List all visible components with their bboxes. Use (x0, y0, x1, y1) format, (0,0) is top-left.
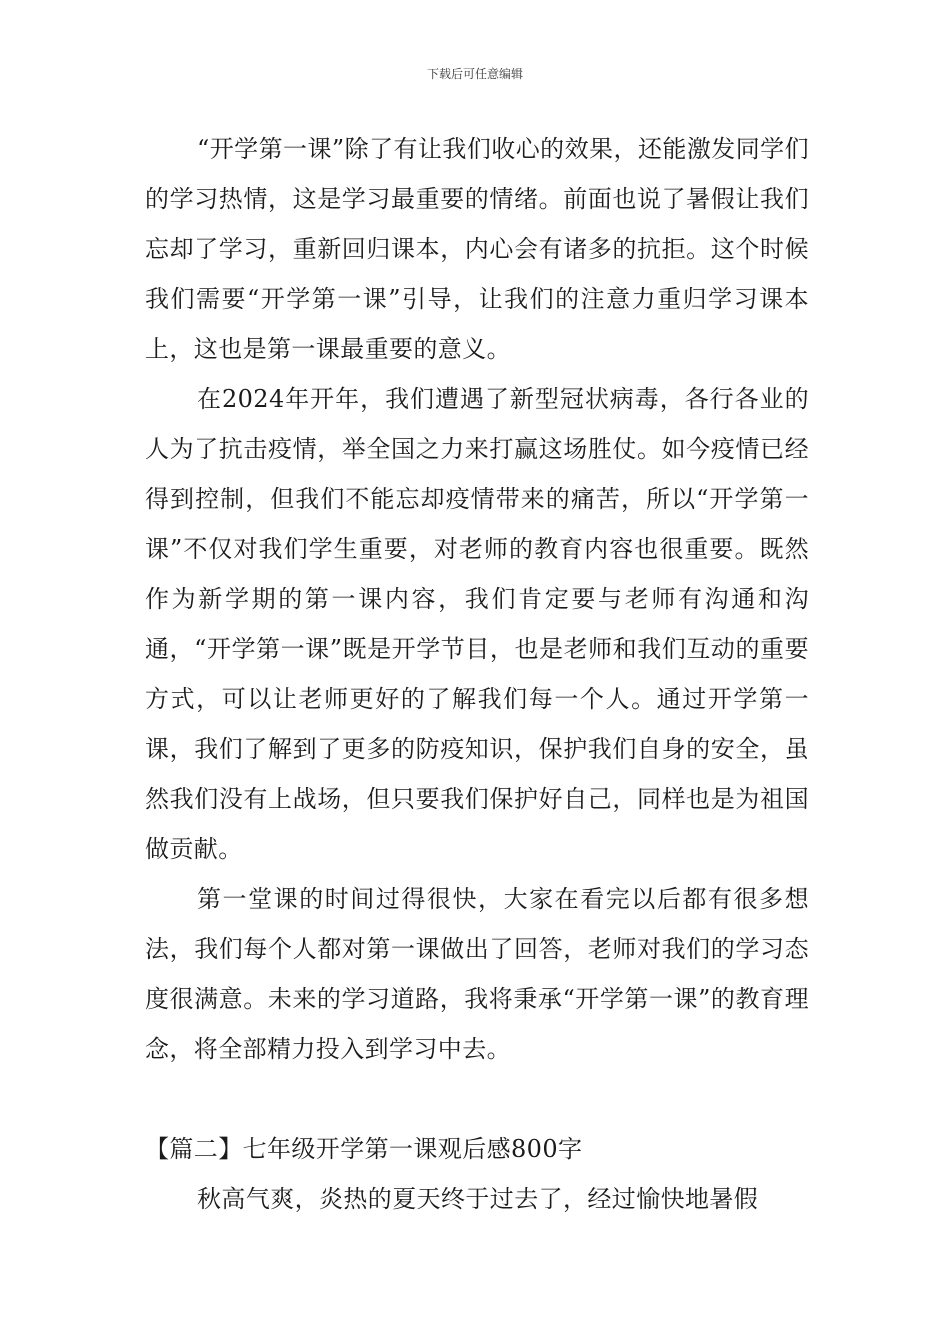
document-body (145, 124, 809, 1224)
paragraph-1: “开学第一课”除了有让我们收心的效果，还能激发同学们的学习热情，这是学习最重要的情绪。前面也说了暑假让我们忘却了学习，重新回归课本，内心会有诸多的抗拒。这个时候我们需要“开学第一课”引导，让我们的注意力重归学习课本上，这也是第一课最重要的意义。 (145, 135, 809, 363)
paragraph-3: 第一堂课的时间过得很快，大家在看完以后都有很多想法，我们每个人都对第一课做出了回答，老师对我们的学习态度很满意。未来的学习道路，我将秉承“开学第一课”的教育理念，将全部精力投入到学习中去。 (145, 885, 809, 1063)
paragraph-2: 在2024年开年，我们遭遇了新型冠状病毒，各行各业的人为了抗击疫情，举全国之力来打赢这场胜仗。如今疫情已经得到控制，但我们不能忘却疫情带来的痛苦，所以“开学第一课”不仅对我们学生重要，对老师的教育内容也很重要。既然作为新学期的第一课内容，我们肯定要与老师有沟通和沟通，“开学第一课”既是开学节目，也是老师和我们互动的重要方式，可以让老师更好的了解我们每一个人。通过开学第一课，我们了解到了更多的防疫知识，保护我们自身的安全，虽然我们没有上战场，但只要我们保护好自己，同样也是为祖国做贡献。 (145, 385, 809, 863)
page-header-note: 下载后可任意编辑 (426, 67, 523, 81)
section-first-paragraph: 秋高气爽，炎热的夏天终于过去了，经过愉快地暑假 (197, 1185, 759, 1213)
section-title: 【篇二】七年级开学第一课观后感800字 (145, 1135, 583, 1163)
